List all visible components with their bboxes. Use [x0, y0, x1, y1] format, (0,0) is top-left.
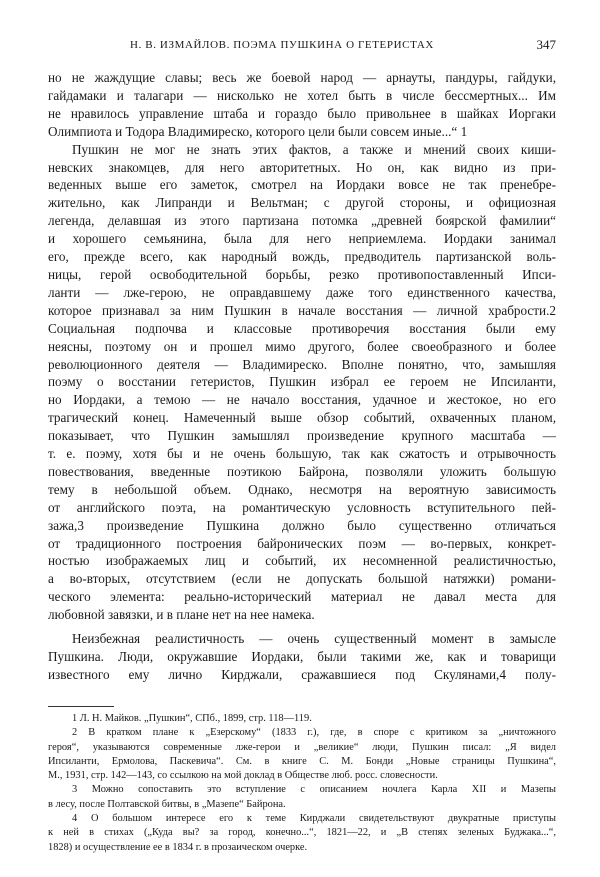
text-line: любовной завязки, и в плане нет на нее намека.	[48, 607, 315, 623]
footnote-line: к ней в стихах („Куда вы? за город, конечно...“, 1821—22, и „В степях зеленых Буджака...“,	[48, 827, 556, 839]
text-line: т. е. поэму, хотя бы и не очень большую, так как сжатость и отрывочность	[48, 446, 556, 462]
text-line: но не жаждущие славы; весь же боевой народ — арнауты, пандуры, гайдуки,	[48, 70, 556, 85]
text-line: а во-вторых, отсутствием (если не допускать большой натяжки) романи-	[48, 571, 556, 587]
text-line: повествования, введенные поэтикою Байрона, позволяли уложить большую	[48, 463, 556, 479]
text-line: веденных выше его заметок, смотрел на Иордаки вовсе не так пренебре-	[48, 177, 556, 193]
running-header	[48, 37, 556, 57]
main-text	[48, 69, 556, 684]
text-line: ческого элемента: реально-исторический материал не давал места для	[48, 589, 556, 605]
text-line: не нравилось управление штаба и гораздо было привольнее в шайках Иоргаки	[48, 105, 556, 121]
footnote-line: М., 1931, стр. 142—143, со ссылкою на мой доклад в Обществе люб. росс. словесности.	[48, 770, 438, 782]
text-line: его, прежде всего, как народный вождь, предводитель партизанской воль-	[48, 249, 556, 265]
footnote-line: героя“, указываются современные лже-герои и „великие“ люди, Пушкин писал: „Я видел	[48, 741, 556, 753]
footnotes	[48, 712, 556, 855]
text-line: неясны, поэтому он и прошел мимо другого, более своеобразного и более	[48, 338, 556, 354]
text-line: гайдамаки и талагари — нисколько не хотел быть в числе бессмертных... Им	[48, 87, 556, 103]
footnote-line: 1828) и осуществление ее в 1834 г. в прозаическом очерке.	[48, 841, 308, 853]
text-line: которое признавал за ним Пушкин в начале восстания — личной храбрости.2	[48, 302, 556, 318]
text-line: но Иордаки, а темою — не начало восстания, удачное и жестокое, но его	[48, 392, 556, 408]
text-line: от английского поэта, на романтическую условность вступительного пей-	[48, 499, 556, 515]
paragraph-start-line: Неизбежная реалистичность — очень существенный момент в замысле	[72, 631, 556, 647]
text-line: известного ему лично Кирджали, сражавшиеся под Скулянами,4 полу-	[48, 666, 556, 682]
text-line: ланти — лже-герою, не оправдавшему даже того единственного качества,	[48, 284, 556, 300]
page-number: 347	[536, 37, 556, 52]
footnote-2: 2 В кратком плане к „Езерскому“ (1833 г.), где, в споре с критиком за „ничтожного	[72, 727, 556, 739]
footnote-4: 4 О большом интересе его к теме Кирджали свидетельствуют двукратные приступы	[72, 813, 556, 825]
text-line: Олимпиота и Тодора Владимиреско, которого цели были совсем иные...“ 1	[48, 123, 468, 139]
footnote-3: 3 Можно сопоставить это вступление с описанием ночлега Карла XII и Мазепы	[72, 784, 556, 796]
text-line: легенда, делавшая из этого партизана потомка „древней боярской фамилии“	[48, 213, 556, 229]
text-line: показывает, что Пушкин замышлял произведение крупного масштаба —	[48, 428, 556, 444]
text-line: зажа,3 произведение Пушкина должно было существенно отличаться	[48, 517, 556, 533]
text-line: Социальная подпочва и классовые противоречия восстания были ему	[48, 320, 556, 336]
text-line: Пушкина. Люди, окружавшие Иордаки, были такими же, как и товарищи	[48, 649, 556, 664]
footnote-line: Ипсиланти, Ермолова, Паскевича“. См. в книге С. М. Бонди „Новые страницы Пушкина“,	[48, 755, 556, 767]
text-line: трагический конец. Намеченный выше обзор событий, охваченных планом,	[48, 410, 556, 426]
text-line: поэму о восстании гетеристов, Пушкин избрал ее героем не Ипсиланти,	[48, 374, 556, 390]
footnote-divider	[48, 706, 114, 707]
text-line: невских знакомцев, для него авторитетных. Но он, как видно из при-	[48, 159, 556, 175]
text-line: тему в небольшой объем. Однако, несмотря на вероятную зависимость	[48, 481, 556, 497]
text-line: от традиционного построения байронических поэм — во-первых, конкрет-	[48, 535, 556, 551]
text-line: жительно, как Липранди и Вельтман; с другой стороны, и официозная	[48, 195, 556, 211]
text-line: революционного деятеля — Владимиреско. Вполне понятно, что, замышляя	[48, 356, 556, 372]
text-line: ницы, герой освободительной борьбы, резко противопоставленный Ипси-	[48, 266, 556, 282]
running-title: Н. В. ИЗМАЙЛОВ. ПОЭМА ПУШКИНА О ГЕТЕРИСТАХ	[130, 39, 434, 51]
paragraph-start-line: Пушкин не мог не знать этих фактов, а также и мнений своих киши-	[72, 141, 556, 157]
text-line: ностью изображаемых лиц и событий, их несомненной реалистичностью,	[48, 553, 556, 569]
footnote-line: в лесу, после Полтавской битвы, в „Мазепе“ Байрона.	[48, 798, 286, 810]
text-line: и хорошего семьянина, была для него неприемлема. Иордаки занимал	[48, 231, 556, 247]
footnote-1: 1 Л. Н. Майков. „Пушкин“, СПб., 1899, стр. 118—119.	[72, 713, 312, 724]
